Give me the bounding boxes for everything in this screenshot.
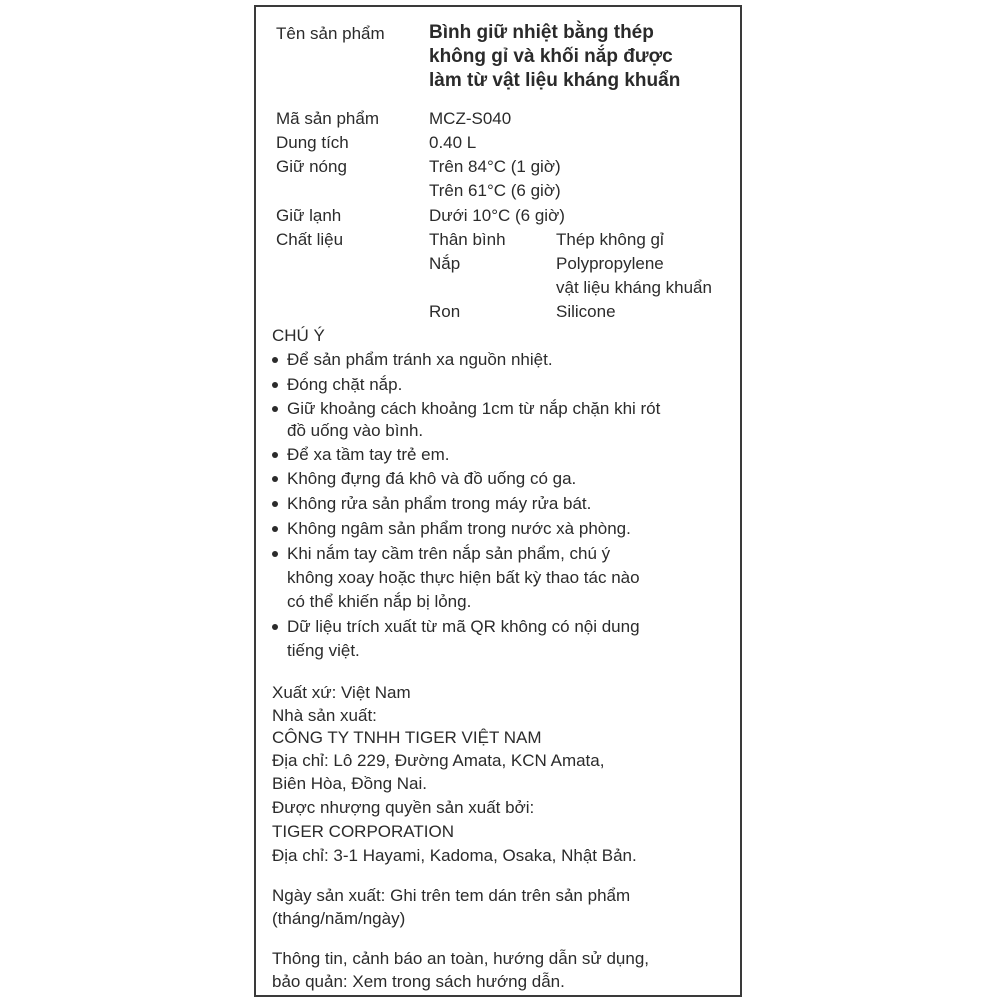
caution-item-text: Khi nắm tay cầm trên nắp sản phẩm, chú ý bbox=[287, 544, 611, 563]
product-name-line: Bình giữ nhiệt bằng thép bbox=[429, 22, 654, 43]
capacity-label: Dung tích bbox=[276, 133, 349, 152]
product-name-label: Tên sản phẩm bbox=[276, 24, 385, 43]
manufacturer-label: Nhà sản xuất: bbox=[272, 706, 377, 725]
bullet-icon bbox=[272, 501, 278, 507]
keep-hot-label: Giữ nóng bbox=[276, 157, 347, 176]
product-code-value: MCZ-S040 bbox=[429, 109, 512, 128]
manufacture-date-note: Ngày sản xuất: Ghi trên tem dán trên sản phẩm bbox=[272, 886, 631, 905]
caution-item-text: Giữ khoảng cách khoảng 1cm từ nắp chặn khi rót bbox=[287, 399, 661, 418]
caution-item-text: Không ngâm sản phẩm trong nước xà phòng. bbox=[287, 519, 631, 538]
material-part: Thân bình bbox=[429, 230, 506, 249]
manufacture-date-format: (tháng/năm/ngày) bbox=[272, 909, 406, 928]
caution-item-text: Đóng chặt nắp. bbox=[287, 375, 403, 394]
material-value: Silicone bbox=[556, 302, 616, 321]
bullet-icon bbox=[272, 452, 278, 458]
caution-item-text: Để xa tầm tay trẻ em. bbox=[287, 445, 450, 464]
product-label-card bbox=[254, 5, 742, 997]
bullet-icon bbox=[272, 526, 278, 532]
material-label: Chất liệu bbox=[276, 230, 344, 249]
product-name-line: không gỉ và khối nắp được bbox=[429, 46, 673, 67]
caution-item-text: Dữ liệu trích xuất từ mã QR không có nội dung bbox=[287, 617, 640, 636]
bullet-icon bbox=[272, 406, 278, 412]
material-part: Ron bbox=[429, 302, 461, 321]
keep-hot-value: Trên 61°C (6 giờ) bbox=[429, 181, 561, 200]
manufacturer-address: Địa chỉ: Lô 229, Đường Amata, KCN Amata, bbox=[272, 751, 605, 770]
caution-item-text: đồ uống vào bình. bbox=[287, 421, 424, 440]
caution-item-text: Không rửa sản phẩm trong máy rửa bát. bbox=[287, 494, 592, 513]
material-value: vật liệu kháng khuẩn bbox=[556, 278, 712, 297]
origin-line: Xuất xứ: Việt Nam bbox=[272, 683, 411, 702]
product-name-value bbox=[429, 21, 680, 93]
bullet-icon bbox=[272, 624, 278, 630]
material-part: Nắp bbox=[429, 254, 461, 273]
capacity-value: 0.40 L bbox=[429, 133, 477, 152]
caution-item-text: tiếng việt. bbox=[287, 641, 360, 660]
bullet-icon bbox=[272, 357, 278, 363]
keep-cold-value: Dưới 10°C (6 giờ) bbox=[429, 206, 565, 225]
caution-item-text: có thể khiến nắp bị lỏng. bbox=[287, 592, 472, 611]
caution-heading: CHÚ Ý bbox=[272, 326, 325, 345]
licensed-label: Được nhượng quyền sản xuất bởi: bbox=[272, 798, 535, 817]
safety-info-note: Thông tin, cảnh báo an toàn, hướng dẫn sử dụng, bbox=[272, 949, 650, 968]
keep-cold-label: Giữ lạnh bbox=[276, 206, 342, 225]
safety-info-note: bảo quản: Xem trong sách hướng dẫn. bbox=[272, 972, 565, 991]
manufacturer-name: CÔNG TY TNHH TIGER VIỆT NAM bbox=[272, 728, 542, 747]
material-value: Polypropylene bbox=[556, 254, 664, 273]
product-name-line: làm từ vật liệu kháng khuẩn bbox=[429, 70, 681, 91]
bullet-icon bbox=[272, 476, 278, 482]
licensor-name: TIGER CORPORATION bbox=[272, 822, 454, 841]
caution-item-text: không xoay hoặc thực hiện bất kỳ thao tác nào bbox=[287, 568, 640, 587]
keep-hot-value: Trên 84°C (1 giờ) bbox=[429, 157, 561, 176]
bullet-icon bbox=[272, 382, 278, 388]
caution-item-text: Để sản phẩm tránh xa nguồn nhiệt. bbox=[287, 350, 553, 369]
manufacturer-address: Biên Hòa, Đồng Nai. bbox=[272, 774, 427, 793]
material-value: Thép không gỉ bbox=[556, 230, 664, 249]
bullet-icon bbox=[272, 551, 278, 557]
caution-item-text: Không đựng đá khô và đồ uống có ga. bbox=[287, 469, 577, 488]
product-code-label: Mã sản phẩm bbox=[276, 109, 379, 128]
licensor-address: Địa chỉ: 3-1 Hayami, Kadoma, Osaka, Nhật Bản. bbox=[272, 846, 637, 865]
